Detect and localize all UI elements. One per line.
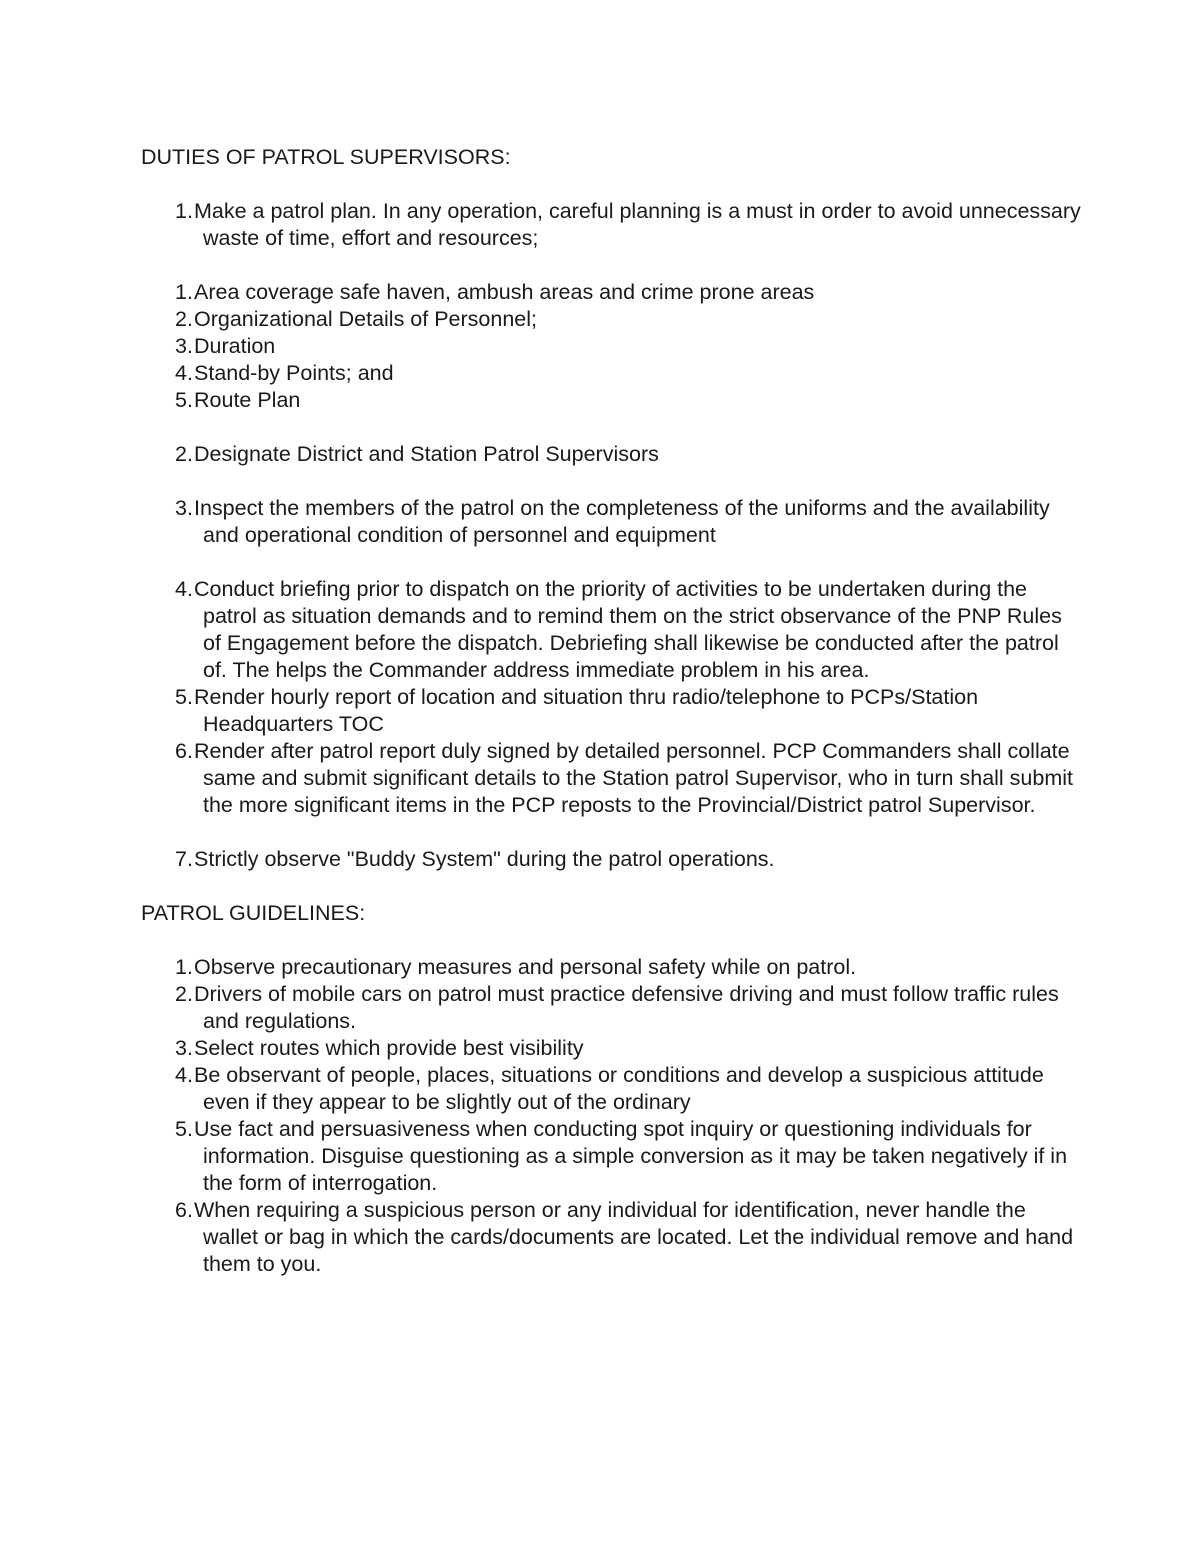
item-text: Duration	[194, 334, 276, 358]
section-heading-guidelines: PATROL GUIDELINES:	[141, 901, 366, 925]
item-text: Designate District and Station Patrol Supervisors	[194, 442, 659, 466]
list-item	[141, 333, 1141, 360]
section-heading-duties: DUTIES OF PATROL SUPERVISORS:	[141, 145, 511, 169]
list-item	[141, 954, 1141, 981]
item-text: Be observant of people, places, situations or conditions and develop a suspicious attitude even if they appear to be slightly out of the ordinary	[194, 1063, 1044, 1114]
spacer	[141, 819, 1141, 846]
item-text: Organizational Details of Personnel;	[194, 307, 537, 331]
list-item	[141, 198, 1141, 252]
item-text: Inspect the members of the patrol on the completeness of the uniforms and the availability and operational condition of personnel and equipment	[194, 496, 1050, 547]
list-item	[141, 495, 1141, 549]
list-item	[141, 441, 1141, 468]
item-number: 4.	[175, 577, 193, 601]
list-item	[141, 576, 1141, 684]
list-item	[141, 684, 1141, 738]
duties-list-a	[141, 198, 1141, 252]
item-number: 5.	[175, 685, 193, 709]
item-text: Select routes which provide best visibility	[194, 1036, 584, 1060]
list-item	[141, 306, 1141, 333]
guidelines-list	[141, 954, 1141, 1278]
item-number: 6.	[175, 1198, 193, 1222]
duties-list-d	[141, 576, 1141, 819]
item-number: 1.	[175, 955, 193, 979]
item-number: 1.	[175, 280, 193, 304]
list-item	[141, 1116, 1141, 1197]
item-text: Render hourly report of location and situation thru radio/telephone to PCPs/Station Headquarters TOC	[194, 685, 979, 736]
item-text: Route Plan	[194, 388, 301, 412]
item-number: 5.	[175, 1117, 193, 1141]
list-item	[141, 360, 1141, 387]
patrol-plan-subitems	[141, 279, 1141, 414]
spacer	[141, 549, 1141, 576]
item-number: 6.	[175, 739, 193, 763]
item-number: 2.	[175, 442, 193, 466]
spacer	[141, 873, 1141, 900]
item-text: Conduct briefing prior to dispatch on the priority of activities to be undertaken during the patrol as situation demands and to remind them on the strict observance of the PNP Rules of Engagement before the dispatch. Debriefing shall likewise be conducted after the patrol of. The helps the Commander address immediate problem in his area.	[194, 577, 1062, 682]
item-text: Render after patrol report duly signed by detailed personnel. PCP Commanders shall collate same and submit significant details to the Station patrol Supervisor, who in turn shall submit the more significant items in the PCP reposts to the Provincial/District patrol Supervisor.	[194, 739, 1074, 817]
item-text: Observe precautionary measures and personal safety while on patrol.	[194, 955, 857, 979]
item-number: 7.	[175, 847, 193, 871]
item-text: Drivers of mobile cars on patrol must practice defensive driving and must follow traffic rules and regulations.	[194, 982, 1059, 1033]
list-item	[141, 738, 1141, 819]
item-text: Use fact and persuasiveness when conducting spot inquiry or questioning individuals for information. Disguise questioning as a simple conversion as it may be taken negatively if in the form of interrogation.	[194, 1117, 1068, 1195]
item-text: Stand-by Points; and	[194, 361, 394, 385]
item-number: 2.	[175, 307, 193, 331]
list-item	[141, 1035, 1141, 1062]
duties-list-c	[141, 495, 1141, 549]
document-page	[141, 144, 1141, 1278]
item-number: 3.	[175, 496, 193, 520]
item-text: Area coverage safe haven, ambush areas and crime prone areas	[194, 280, 815, 304]
list-item	[141, 279, 1141, 306]
duties-list-b	[141, 441, 1141, 468]
item-number: 5.	[175, 388, 193, 412]
list-item	[141, 981, 1141, 1035]
spacer	[141, 171, 1141, 198]
list-item	[141, 387, 1141, 414]
spacer	[141, 468, 1141, 495]
item-number: 4.	[175, 1063, 193, 1087]
list-item	[141, 1062, 1141, 1116]
item-number: 4.	[175, 361, 193, 385]
item-text: When requiring a suspicious person or any individual for identification, never handle the wallet or bag in which the cards/documents are located. Let the individual remove and hand them to you.	[194, 1198, 1074, 1276]
list-item	[141, 1197, 1141, 1278]
spacer	[141, 414, 1141, 441]
item-number: 3.	[175, 334, 193, 358]
item-text: Make a patrol plan. In any operation, careful planning is a must in order to avoid unnecessary waste of time, effort and resources;	[194, 199, 1081, 250]
list-item	[141, 846, 1141, 873]
item-number: 1.	[175, 199, 193, 223]
spacer	[141, 252, 1141, 279]
item-text: Strictly observe "Buddy System" during the patrol operations.	[194, 847, 775, 871]
spacer	[141, 927, 1141, 954]
duties-list-e	[141, 846, 1141, 873]
item-number: 2.	[175, 982, 193, 1006]
item-number: 3.	[175, 1036, 193, 1060]
